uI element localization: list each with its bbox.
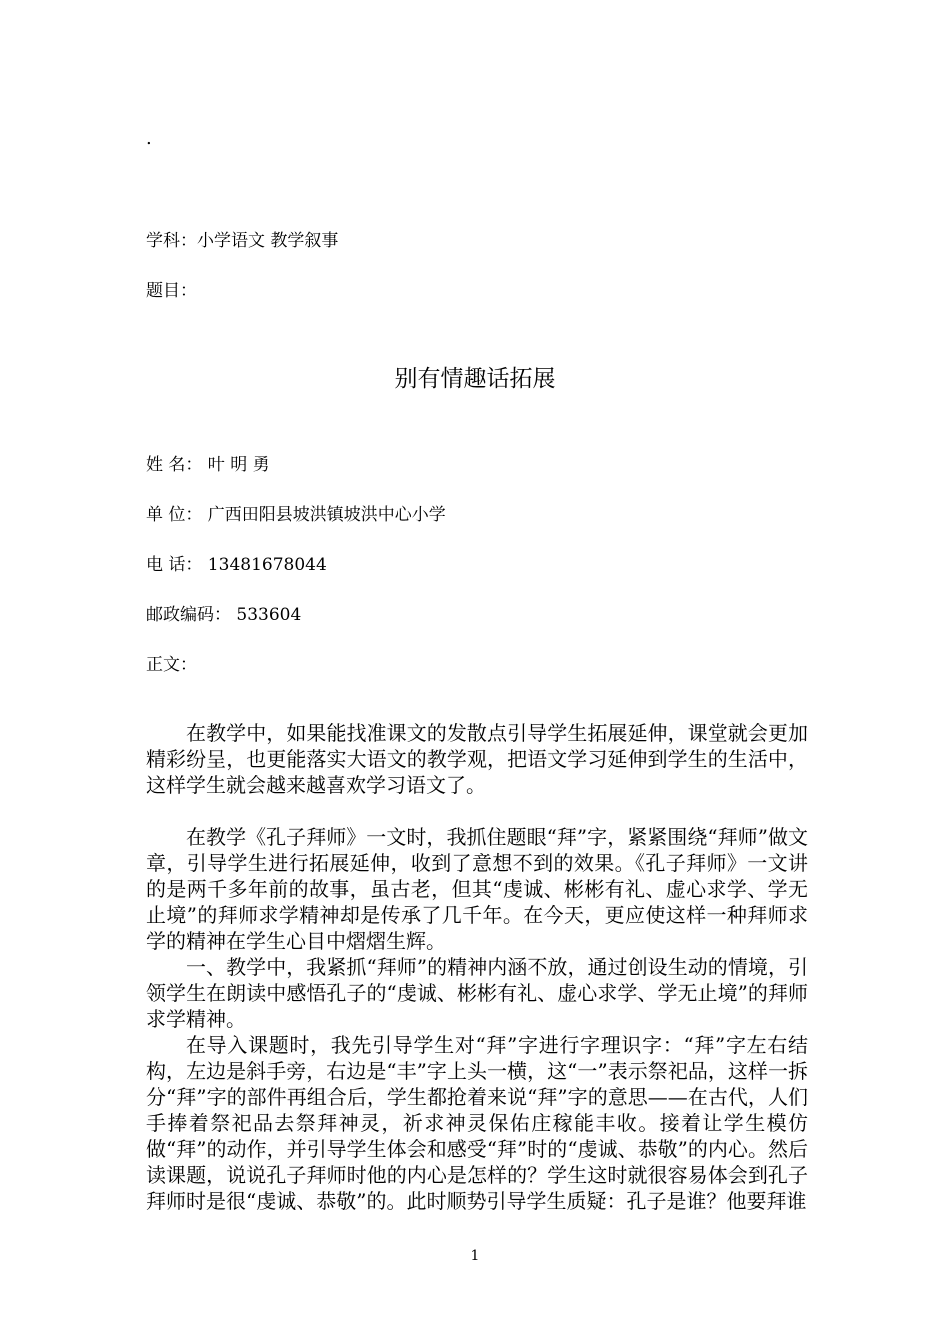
author-unit: 单 位： 广西田阳县坡洪镇坡洪中心小学 — [146, 505, 446, 525]
paragraph-2: 在教学《孔子拜师》一文时，我抓住题眼“拜”字，紧紧围绕“拜师”做文章，引导学生进行拓展延伸，收到了意想不到的效果。《孔子拜师》一文讲的是两千多年前的故事，虽古老，但其“虔诚、彬彬有礼、虚心求学、学无止境”的拜师求学精神却是传承了几千年。在今天，更应使这样一种拜师求学的精神在学生心目中熠熠生辉。 — [146, 825, 808, 953]
paragraph-3: 一、教学中，我紧抓“拜师”的精神内涵不放，通过创设生动的情境，引领学生在朗读中感悟孔子的“虔诚、彬彬有礼、虚心求学、学无止境”的拜师求学精神。 — [146, 955, 808, 1031]
page-number: 1 — [470, 1248, 480, 1264]
body-paragraph-1 — [146, 720, 808, 798]
author-postcode: 邮政编码： 533604 — [146, 605, 302, 625]
paragraph-4: 在导入课题时，我先引导学生对“拜”字进行字理识字：“拜”字左右结构，左边是斜手旁，右边是“丰”字上头一横，这“一”表示祭祀品，这样一拆分“拜”字的部件再组合后，学生都抢着来说“拜”字的意思——在古代，人们手捧着祭祀品去祭拜神灵，祈求神灵保佑庄稼能丰收。接着让学生模仿做“拜”的动作，并引导学生体会和感受“拜”时的“虔诚、恭敬”的内心。然后读课题，说说孔子拜师时他的内心是怎样的？学生这时就很容易体会到孔子拜师时是很“虔诚、恭敬”的。此时顺势引导学生质疑：孔子是谁？他要拜谁 — [146, 1033, 808, 1213]
body-label: 正文： — [146, 655, 197, 675]
author-name: 姓 名： 叶 明 勇 — [146, 455, 270, 475]
document-title: 别有情趣话拓展 — [394, 366, 556, 392]
paragraph-text: 在教学中，如果能找准课文的发散点引导学生拓展延伸，课堂就会更加精彩纷呈，也更能落实大语文的教学观，把语文学习延伸到学生的生活中，这样学生就会越来越喜欢学习语文了。 — [146, 721, 808, 797]
subject-line: 学科：小学语文 教学叙事 — [146, 231, 339, 251]
author-phone: 电 话： 13481678044 — [146, 555, 327, 575]
body-section — [146, 824, 808, 1214]
topic-label: 题目： — [146, 281, 197, 301]
header-marker: . — [146, 128, 152, 149]
